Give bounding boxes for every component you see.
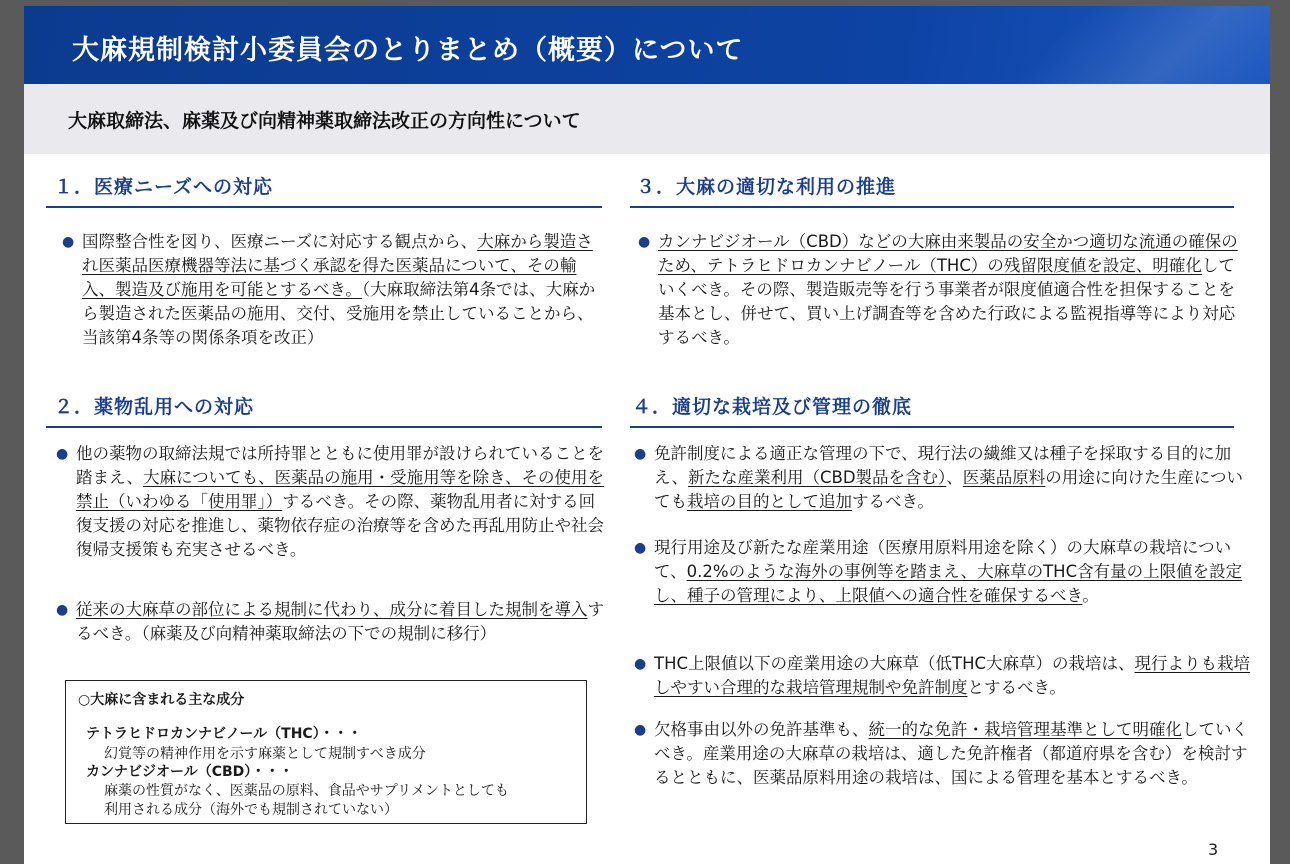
bullet-text: 、 <box>946 468 963 487</box>
title-bar <box>24 6 1270 84</box>
bullet-dot-icon: ● <box>634 446 647 462</box>
section-rule-2 <box>46 426 602 428</box>
bullet-text: するべき。（麻薬及び向精神薬取締法の下での規制に移行） <box>76 600 604 643</box>
bullet-text: するべき。その際、薬物乱用者に対する回復支援の対応を推進し、薬物依存症の治療等を含めた再乱用防止や社会復帰支援策も充実させるべき。 <box>76 492 604 559</box>
bullet-underlined-text: 0.2%のような海外の事例等を踏まえ、大麻草のTHC含有量の上限値を設定し、種子の管理により、上限値への適合性を確保するべき <box>654 562 1243 605</box>
section-rule-1 <box>46 206 602 208</box>
bullet-text: していくべき。産業用途の大麻草の栽培は、適した免許権者（都道府県を含む）を検討するとともに、医薬品原料用途の栽培は、国による管理を基本とするべき。 <box>654 720 1248 787</box>
bullet-text: していくべき。その際、製造販売等を行う事業者が限度値適合性を担保することを基本とし、併せて、買い上げ調査等を含めた行政による監視指導等により対応するべき。 <box>658 256 1236 347</box>
section-rule-3 <box>630 206 1234 208</box>
bullet-underlined-text: 統一的な免許・栽培管理基準として明確化 <box>868 720 1182 739</box>
bullet-text: 他の薬物の取締法規では所持罪とともに使用罪が設けられていることを踏まえ、 <box>76 444 604 487</box>
cbd-description-2: 利用される成分（海外でも規制されていない） <box>104 802 398 818</box>
slide <box>24 6 1270 864</box>
bullet-dot-icon: ● <box>638 234 651 250</box>
bullet-text: THC上限値以下の産業用途の大麻草（低THC大麻草）の栽培は、 <box>654 654 1135 673</box>
section-rule-4 <box>630 426 1234 428</box>
section-heading-4: ４．適切な栽培及び管理の徹底 <box>632 396 913 418</box>
page-number: 3 <box>1208 840 1219 859</box>
cbd-description-1: 麻薬の性質がなく、医薬品の原料、食品やサプリメントとしても <box>104 783 509 799</box>
bullet-dot-icon: ● <box>56 602 69 618</box>
bullet-underlined-text: 栽培の目的として追加 <box>687 492 852 511</box>
bullet-dot-icon: ● <box>634 722 647 738</box>
thc-description: 幻覚等の精神作用を示す麻薬として規制すべき成分 <box>104 746 426 762</box>
section-heading-1: １．医療ニーズへの対応 <box>54 176 274 198</box>
components-box <box>65 680 587 824</box>
bullet-text: 現行用途及び新たな産業用途（医療用原料用途を除く）の大麻草の栽培について、 <box>654 538 1232 581</box>
bullet-3-1 <box>638 230 1250 350</box>
bullet-dot-icon: ● <box>634 656 647 672</box>
bullet-underlined-text: 大麻についても、医薬品の施用・受施用等を除き、その使用を禁止（いわゆる「使用罪」） <box>76 468 605 511</box>
bullet-underlined-text: 新たな産業利用（CBD製品を含む） <box>688 468 947 487</box>
bullet-underlined-text: 大麻から製造され医薬品医療機器等法に基づく承認を得た医薬品について、その輸入、製造及び施用を可能とするべき。 <box>82 232 593 299</box>
bullet-text: の用途に向けた生産についても <box>654 468 1243 511</box>
bullet-underlined-text: カンナビジオール（CBD）などの大麻由来製品の安全かつ適切な流通の確保のため、テトラヒドロカンナビノール（THC）の残留限度値を設定、明確化 <box>658 232 1238 275</box>
page-title: 大麻規制検討小委員会のとりまとめ（概要）について <box>72 35 744 66</box>
bullet-2-1 <box>56 442 606 562</box>
bullet-text: （大麻取締法第4条では、大麻から製造された医薬品の施用、交付、受施用を禁止していることから、当該第4条等の関係条項を改正） <box>82 280 596 347</box>
bullet-underlined-text: 医薬品原料 <box>962 468 1046 487</box>
thc-name: テトラヒドロカンナビノール（THC）・・・ <box>86 726 362 742</box>
bullet-underlined-text: 現行よりも栽培しやすい合理的な栽培管理規制や免許制度 <box>654 654 1251 697</box>
bullet-4-4 <box>634 718 1250 790</box>
bullet-text: 。 <box>1082 586 1099 605</box>
cbd-name: カンナビジオール（CBD）・・・ <box>86 764 294 780</box>
bullet-text: 欠格事由以外の免許基準も、 <box>654 720 869 739</box>
bullet-4-3 <box>634 652 1250 700</box>
bullet-text: とするべき。 <box>967 678 1066 697</box>
bullet-underlined-text: 従来の大麻草の部位による規制に代わり、成分に着目した規制を導入 <box>76 600 588 619</box>
bullet-dot-icon: ● <box>56 446 69 462</box>
bullet-dot-icon: ● <box>634 540 647 556</box>
bullet-1-1 <box>62 230 608 350</box>
bullet-4-1 <box>634 442 1250 514</box>
section-heading-2: ２．薬物乱用への対応 <box>54 396 255 418</box>
components-box-title: ○大麻に含まれる主な成分 <box>78 692 245 708</box>
bullet-text: 国際整合性を図り、医療ニーズに対応する観点から、 <box>82 232 478 251</box>
bullet-text: 免許制度による適正な管理の下で、現行法の繊維又は種子を採取する目的に加え、 <box>654 444 1232 487</box>
section-heading-3: ３．大麻の適切な利用の推進 <box>636 176 897 198</box>
bullet-4-2 <box>634 536 1250 608</box>
bullet-text: するべき。 <box>852 492 934 511</box>
page-subtitle: 大麻取締法、麻薬及び向精神薬取締法改正の方向性について <box>68 110 581 132</box>
bullet-dot-icon: ● <box>62 234 75 250</box>
bullet-2-2 <box>56 598 606 646</box>
